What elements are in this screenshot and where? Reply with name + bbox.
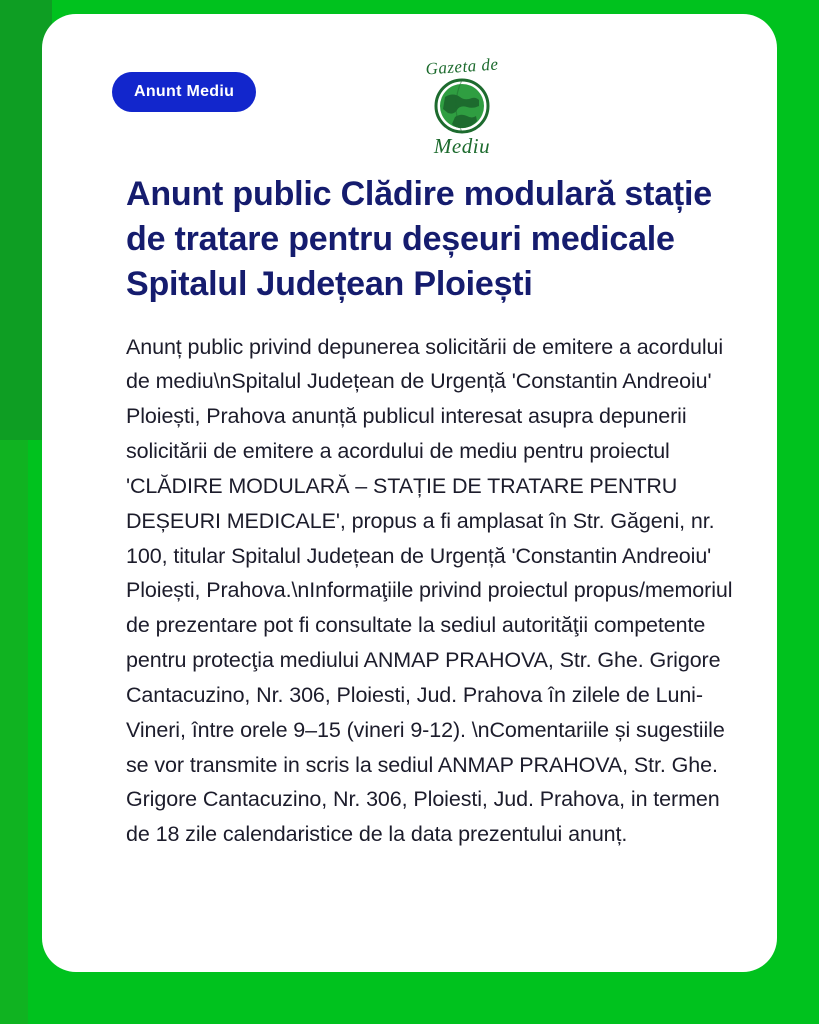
category-badge[interactable]: Anunt Mediu [112,72,256,112]
card-header [84,44,735,158]
announcement-card [42,14,777,972]
logo-top-text: Gazeta de [424,54,500,79]
page-title: Anunt public Clădire modulară stație de tratare pentru deșeuri medicale Spitalul Județean Ploiești [126,175,712,304]
logo-bottom-text: Mediu [433,134,491,158]
article-body: Anunț public privind depunerea solicitării de emitere a acordului de mediu\nSpitalul Județean de Urgență 'Constantin Andreoiu' Ploiești, Prahova anunță publicul interesat asupra depunerii solicitării de emitere a acordului de mediu pentru proiectul 'CLĂDIRE MODULARĂ – STAȚIE DE TRATARE PENTRU DEȘEURI MEDICALE', propus a fi amplasat în Str. Găgeni, nr. 100, titular Spitalul Județean de Urgență 'Constantin Andreoiu' Ploiești, Prahova.\nInformaţiile privind proiectul propus/memoriul de prezentare pot fi consultate la sediul autorităţii competente pentru protecţia mediului ANMAP PRAHOVA, Str. Ghe. Grigore Cantacuzino, Nr. 306, Ploiesti, Jud. Prahova în zilele de Luni-Vineri, între orele 9–15 (vineri 9-12). \nComentariile și sugestiile se vor transmite in scris la sediul ANMAP PRAHOVA, Str. Ghe. Grigore Cantacuzino, Nr. 306, Ploiesti, Jud. Prahova, in termen de 18 zile calendaristice de la data prezentului anunț. [126,334,733,847]
globe-icon [433,77,491,135]
site-logo[interactable] [402,54,522,173]
